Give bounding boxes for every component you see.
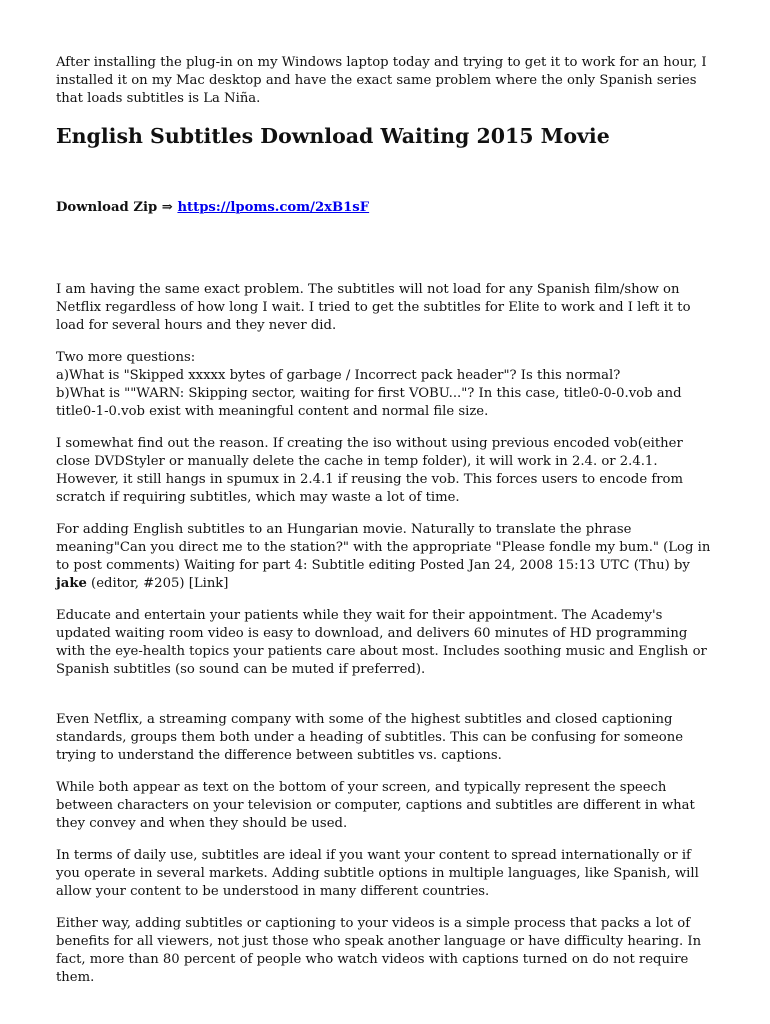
intro-paragraph: After installing the plug-in on my Windows laptop today and trying to get it to work for an hour, I installed it on my Mac desktop and have the exact same problem where the only Spanish series that loads subtitles is La Niña.	[56, 55, 707, 106]
document-page	[56, 54, 716, 1001]
questions-heading: Two more questions:	[56, 350, 196, 365]
paragraph-questions	[56, 349, 716, 421]
paragraph-9: Either way, adding subtitles or captioning to your videos is a simple process that packs a lot of benefits for all viewers, not just those who speak another language or have difficulty hearing. In fact, more than 80 percent of people who watch videos with captions turned on do not require them.	[56, 916, 702, 985]
download-line	[56, 199, 716, 217]
paragraph-5: Educate and entertain your patients while they wait for their appointment. The Academy's updated waiting room video is easy to download, and delivers 60 minutes of HD programming with the eye-health topics your patients care about most. Includes soothing music and English or Spanish subtitles (so sound can be muted if preferred).	[56, 608, 707, 677]
paragraph-1: I am having the same exact problem. The subtitles will not load for any Spanish film/show on Netflix regardless of how long I wait. I tried to get the subtitles for Elite to work and I left it to load for several hours and they never did.	[56, 282, 691, 333]
paragraph-8: In terms of daily use, subtitles are ideal if you want your content to spread internationally or if you operate in several markets. Adding subtitle options in multiple languages, like Spanish, will allow your content to be understood in many different countries.	[56, 848, 699, 899]
paragraph-3: I somewhat find out the reason. If creating the iso without using previous encoded vob(either close DVDStyler or manually delete the cache in temp folder), it will work in 2.4. or 2.4.1. However, it still hangs in spumux in 2.4.1 if reusing the vob. This forces users to encode from scratch if requiring subtitles, which may waste a lot of time.	[56, 436, 683, 505]
download-link[interactable]: https://lpoms.com/2xB1sF	[177, 200, 370, 215]
page-title: English Subtitles Download Waiting 2015 Movie	[56, 124, 610, 148]
paragraph-4-text: For adding English subtitles to an Hungarian movie. Naturally to translate the phrase meaning"Can you direct me to the station?" with the appropriate "Please fondle my bum." (Log in to post comments) Waiting for part 4: Subtitle editing Posted Jan 24, 2008 15:13 UTC (Thu) by	[56, 522, 711, 573]
paragraph-4-suffix: (editor, #205) [Link]	[86, 576, 229, 591]
author-name: jake	[56, 576, 87, 591]
paragraph-7: While both appear as text on the bottom of your screen, and typically represent the speech between characters on your television or computer, captions and subtitles are different in what they convey and when they should be used.	[56, 780, 695, 831]
question-a: a)What is "Skipped xxxxx bytes of garbage / Incorrect pack header"? Is this normal?	[56, 368, 621, 383]
download-label: Download Zip ⇒	[56, 200, 178, 215]
question-b: b)What is ""WARN: Skipping sector, waiting for first VOBU..."? In this case, title0-0-0.vob and title0-1-0.vob exist with meaningful content and normal file size.	[56, 386, 682, 419]
paragraph-4	[56, 521, 716, 593]
paragraph-6: Even Netflix, a streaming company with some of the highest subtitles and closed captioning standards, groups them both under a heading of subtitles. This can be confusing for someone trying to understand the difference between subtitles vs. captions.	[56, 712, 684, 763]
